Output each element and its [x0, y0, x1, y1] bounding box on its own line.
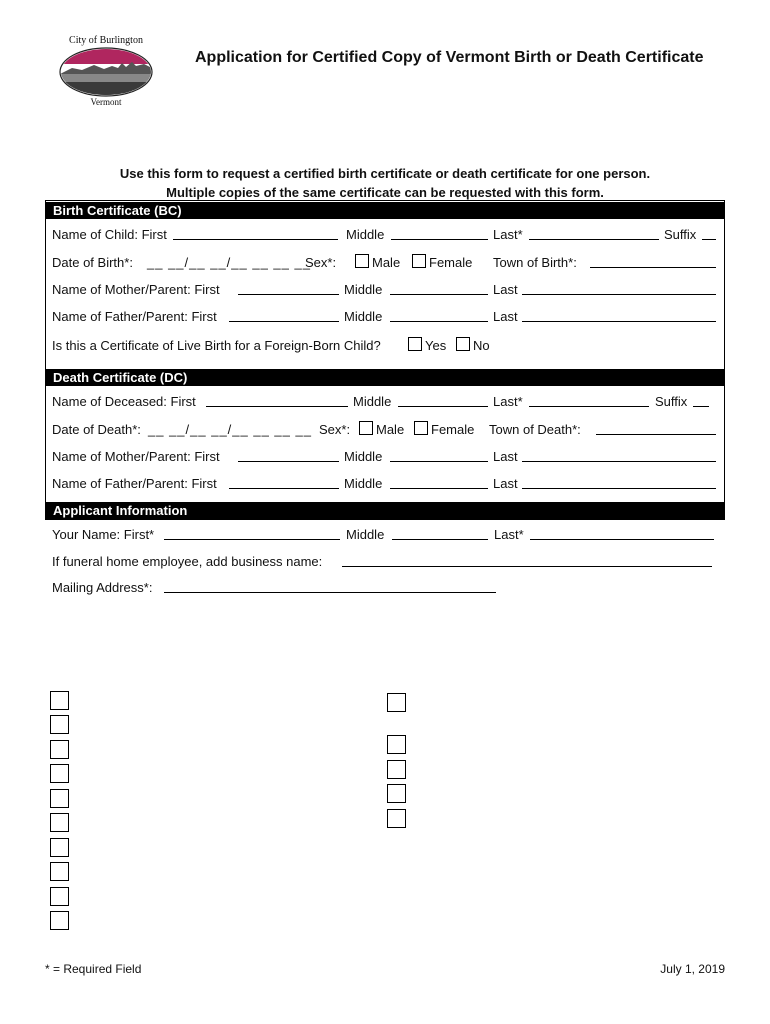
- form-title: Application for Certified Copy of Vermont Birth or Death Certificate: [195, 49, 704, 66]
- death-name-row: [52, 393, 720, 411]
- intro-line-2: Multiple copies of the same certificate can be requested with this form.: [166, 185, 604, 200]
- foreign-born-question: Is this a Certificate of Live Birth for a Foreign-Born Child?: [52, 338, 381, 353]
- birth-mother-row: [52, 281, 720, 299]
- death-mother-row: [52, 448, 720, 466]
- right-checkbox-2[interactable]: [387, 735, 406, 754]
- town-of-birth-label: Town of Birth*:: [493, 255, 577, 270]
- deceased-first-field[interactable]: [206, 393, 348, 407]
- applicant-name-row: [52, 526, 720, 544]
- birth-female-checkbox[interactable]: [412, 254, 426, 268]
- child-middle-field[interactable]: [391, 226, 488, 240]
- mailing-address-field[interactable]: [164, 579, 496, 593]
- death-mother-last-label: Last: [493, 449, 518, 464]
- birth-mother-first-label: Name of Mother/Parent: First: [52, 282, 220, 297]
- birth-mother-last-label: Last: [493, 282, 518, 297]
- birth-father-last-label: Last: [493, 309, 518, 324]
- birth-mother-middle-label: Middle: [344, 282, 383, 297]
- town-of-death-field[interactable]: [596, 421, 716, 435]
- child-last-field[interactable]: [529, 226, 659, 240]
- death-female-label: Female: [431, 422, 475, 437]
- applicant-middle-field[interactable]: [392, 526, 488, 540]
- left-checkbox-3[interactable]: [50, 740, 69, 759]
- death-father-row: [52, 475, 720, 493]
- birth-child-name-row: [52, 226, 720, 244]
- birth-female-label: Female: [429, 255, 473, 270]
- funeral-home-label: If funeral home employee, add business name:: [52, 554, 323, 569]
- child-first-field[interactable]: [173, 226, 338, 240]
- funeral-home-field[interactable]: [342, 553, 712, 567]
- birth-dob-row: [52, 254, 720, 272]
- foreign-yes-checkbox[interactable]: [408, 337, 422, 351]
- death-father-first-field[interactable]: [229, 475, 339, 489]
- left-checkbox-10[interactable]: [50, 911, 69, 930]
- child-suffix-field[interactable]: [702, 226, 716, 240]
- right-checkbox-5[interactable]: [387, 809, 406, 828]
- birth-mother-first-field[interactable]: [238, 281, 339, 295]
- logo-top-text: City of Burlington: [69, 35, 143, 46]
- town-of-death-label: Town of Death*:: [489, 422, 581, 437]
- logo-bottom-text: Vermont: [90, 97, 122, 107]
- birth-male-checkbox[interactable]: [355, 254, 369, 268]
- death-female-checkbox[interactable]: [414, 421, 428, 435]
- right-checkbox-4[interactable]: [387, 784, 406, 803]
- applicant-last-label: Last*: [494, 527, 524, 542]
- birth-father-middle-field[interactable]: [390, 308, 488, 322]
- deceased-last-label: Last*: [493, 394, 523, 409]
- dod-field[interactable]: __ __/__ __/__ __ __ __: [148, 422, 312, 437]
- left-checkbox-2[interactable]: [50, 715, 69, 734]
- required-field-note: * = Required Field: [45, 962, 142, 976]
- foreign-born-row: [52, 337, 720, 355]
- death-father-first-label: Name of Father/Parent: First: [52, 476, 217, 491]
- form-sections-frame: [45, 200, 725, 520]
- funeral-home-row: [52, 553, 720, 571]
- applicant-last-field[interactable]: [530, 526, 714, 540]
- death-mother-last-field[interactable]: [522, 448, 716, 462]
- left-checkbox-7[interactable]: [50, 838, 69, 857]
- deceased-middle-field[interactable]: [398, 393, 488, 407]
- child-middle-label: Middle: [346, 227, 385, 242]
- right-checkbox-1[interactable]: [387, 693, 406, 712]
- left-checkbox-1[interactable]: [50, 691, 69, 710]
- foreign-yes-label: Yes: [425, 338, 447, 353]
- birth-father-middle-label: Middle: [344, 309, 383, 324]
- death-father-middle-field[interactable]: [390, 475, 488, 489]
- right-checkbox-3[interactable]: [387, 760, 406, 779]
- applicant-first-field[interactable]: [164, 526, 340, 540]
- birth-mother-middle-field[interactable]: [390, 281, 488, 295]
- birth-sex-label: Sex*:: [305, 255, 337, 270]
- death-mother-middle-label: Middle: [344, 449, 383, 464]
- dob-label: Date of Birth*:: [52, 255, 133, 270]
- town-of-birth-field[interactable]: [590, 254, 716, 268]
- left-checkbox-4[interactable]: [50, 764, 69, 783]
- left-checkbox-6[interactable]: [50, 813, 69, 832]
- foreign-no-checkbox[interactable]: [456, 337, 470, 351]
- mailing-address-label: Mailing Address*:: [52, 580, 153, 595]
- intro-line-1: Use this form to request a certified birth certificate or death certificate for one person.: [119, 166, 651, 181]
- left-checkbox-9[interactable]: [50, 887, 69, 906]
- applicant-middle-label: Middle: [346, 527, 385, 542]
- child-first-label: Name of Child: First: [52, 227, 167, 242]
- birth-father-first-label: Name of Father/Parent: First: [52, 309, 217, 324]
- death-mother-first-label: Name of Mother/Parent: First: [52, 449, 220, 464]
- death-dod-row: [52, 421, 720, 439]
- death-male-checkbox[interactable]: [359, 421, 373, 435]
- birth-father-last-field[interactable]: [522, 308, 716, 322]
- death-father-middle-label: Middle: [344, 476, 383, 491]
- birth-mother-last-field[interactable]: [522, 281, 716, 295]
- birth-father-row: [52, 308, 720, 326]
- death-mother-first-field[interactable]: [238, 448, 339, 462]
- death-mother-middle-field[interactable]: [390, 448, 488, 462]
- deceased-suffix-field[interactable]: [693, 393, 709, 407]
- left-checkbox-8[interactable]: [50, 862, 69, 881]
- left-checkbox-5[interactable]: [50, 789, 69, 808]
- child-suffix-label: Suffix: [664, 227, 697, 242]
- applicant-first-label: Your Name: First*: [52, 527, 155, 542]
- dob-field[interactable]: __ __/__ __/__ __ __ __: [147, 255, 311, 270]
- death-father-last-label: Last: [493, 476, 518, 491]
- deceased-suffix-label: Suffix: [655, 394, 688, 409]
- foreign-no-label: No: [473, 338, 490, 353]
- birth-father-first-field[interactable]: [229, 308, 339, 322]
- death-sex-label: Sex*:: [319, 422, 351, 437]
- deceased-last-field[interactable]: [529, 393, 649, 407]
- mailing-address-row: [52, 579, 720, 597]
- form-date: July 1, 2019: [660, 962, 725, 976]
- birth-male-label: Male: [372, 255, 401, 270]
- death-father-last-field[interactable]: [522, 475, 716, 489]
- death-male-label: Male: [376, 422, 405, 437]
- city-of-burlington-logo: [52, 30, 160, 108]
- birth-section-header: Birth Certificate (BC): [45, 202, 725, 219]
- death-section-header: Death Certificate (DC): [45, 369, 725, 386]
- deceased-first-label: Name of Deceased: First: [52, 394, 196, 409]
- child-last-label: Last*: [493, 227, 523, 242]
- applicant-section-header: Applicant Information: [45, 502, 725, 519]
- deceased-middle-label: Middle: [353, 394, 392, 409]
- dod-label: Date of Death*:: [52, 422, 141, 437]
